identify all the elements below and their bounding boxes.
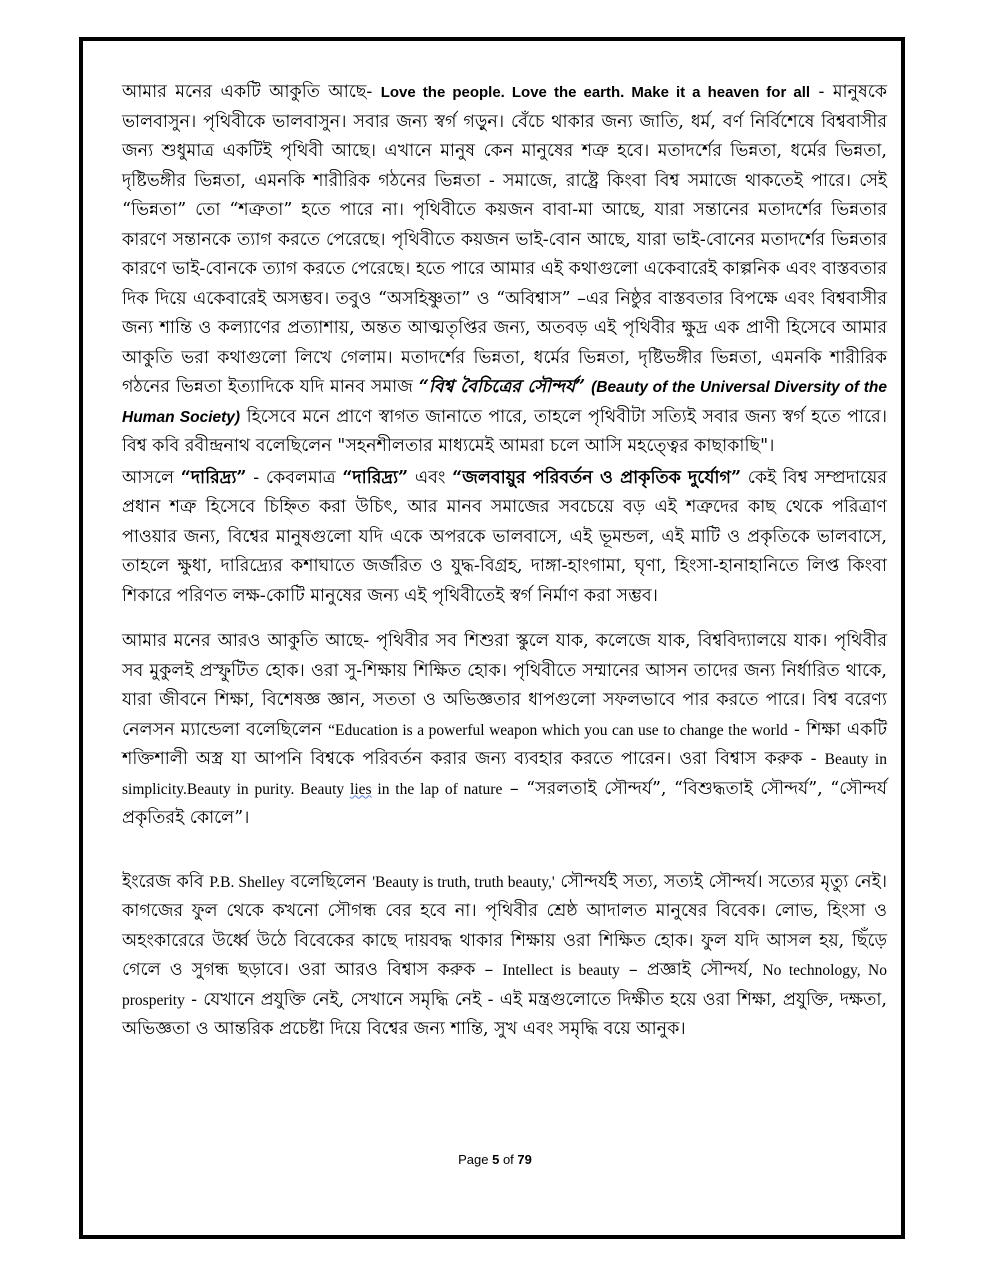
paragraph-3 <box>122 627 887 834</box>
page-label-of: of <box>499 1152 518 1167</box>
text-segment: - মানুষকে ভালবাসুন। পৃথিবীকে ভালবাসুন। সবার জন্য স্বর্গ গড়ুন। বেঁচে থাকার জন্য জাতি, ধর্ম, বর্ণ নির্বিশেষে বিশ্ববাসীর জন্য শুধুমাত্র একটিই পৃথিবী আছে। এখানে মানুষ কেন মানুষের শত্রু হবে। মতাদর্শের ভিন্নতা, ধর্মের ভিন্নতা, দৃষ্টিভঙ্গীর ভিন্নতা, এমনকি শারীরিক গঠনের ভিন্নতা - সমাজে, রাষ্ট্রে কিংবা বিশ্ব সমাজে থাকতেই পারে। সেই “ভিন্নতা” তো “শত্রুতা” হতে পারে না। পৃথিবীতে কয়জন বাবা-মা আছে, যারা সন্তানের মতাদর্শের ভিন্নতার কারণে সন্তানকে ত্যাগ করতে পেরেছে। পৃথিবীতে কয়জন ভাই-বোন আছে, যারা ভাই-বোনের মতাদর্শের ভিন্নতার কারণে ভাই-বোনকে ত্যাগ করতে পেরেছে। হতে পারে আমার এই কথাগুলো একেবারেই কাল্পনিক এবং বাস্তবতার দিক দিয়ে একেবারেই অসম্ভব। তবুও “অসহিষ্ণুতা” ও “অবিশ্বাস” –এর নিষ্ঠুর বাস্তবতার বিপক্ষে এবং বিশ্ববাসীর জন্য শান্তি ও কল্যাণের প্রত্যাশায়, অন্তত আত্মতৃপ্তির জন্য, অতবড় এই পৃথিবীর ক্ষুদ্র এক প্রাণী হিসেবে আমার আকুতি ভরা কথাগুলো লিখে গেলাম। মতাদর্শের ভিন্নতা, ধর্মের ভিন্নতা, দৃষ্টিভঙ্গীর ভিন্নতা, এমনকি শারীরিক গঠনের ভিন্নতা ইত্যাদিকে যদি মানব সমাজ <box>122 82 887 397</box>
text-segment: Beauty in simplicity.Beauty in purity. Beauty <box>122 751 887 798</box>
text-segment: - কেবলমাত্র <box>246 467 343 488</box>
text-segment: “জলবায়ুর পরিবর্তন ও প্রাকৃতিক দুর্যোগ” <box>452 467 742 488</box>
text-segment: “বিশ্ব বৈচিত্রের সৌন্দর্য” <box>418 377 586 397</box>
text-segment: আমার মনের একটি আকুতি আছে- <box>122 82 381 102</box>
text-segment: P.B. Shelley <box>209 873 285 891</box>
paragraph-1 <box>122 78 887 462</box>
page-current: 5 <box>492 1152 500 1167</box>
text-segment: lies <box>350 780 372 798</box>
text-segment: No technology, No prosperity <box>122 962 887 1009</box>
text-segment: “Education is a powerful weapon which you can use to change the world <box>328 721 788 739</box>
text-segment: বলেছিলেন <box>284 871 373 892</box>
text-segment: আসলে <box>122 467 181 488</box>
text-segment: এবং <box>408 467 453 488</box>
text-segment: “দারিদ্র্য” <box>342 467 409 488</box>
text-segment: - শিক্ষা একটি শক্তিশালী অস্ত্র যা আপনি বিশ্বকে পরিবর্তন করার জন্য ব্যবহার করতে পারেন। ওরা বিশ্বাস করুক - <box>122 719 887 769</box>
text-segment: কেই বিশ্ব সম্প্রদায়ের প্রধান শত্রু হিসেবে চিহ্নিত করা উচিৎ, আর মানব সমাজের সবচেয়ে বড় এই শত্রুদের কাছ থেকে পরিত্রাণ পাওয়ার জন্য, বিশ্বের মানুষগুলো যদি একে অপরকে ভালবাসে, এই ভূমন্ডল, এই মাটি ও প্রকৃতিকে ভালবাসে, তাহলে ক্ষুধা, দারিদ্র্যের কশাঘাতে জর্জরিত ও যুদ্ধ-বিগ্রহ, দাঙ্গা-হাংগামা, ঘৃণা, হিংসা-হানাহানিতে লিপ্ত কিংবা শিকারে পরিণত লক্ষ-কোটি মানুষের জন্য এই পৃথিবীতেই স্বর্গ নির্মাণ করা সম্ভব। <box>122 467 887 606</box>
text-segment: – প্রজ্ঞাই সৌন্দর্য, <box>619 960 763 980</box>
text-segment: হিসেবে মনে প্রাণে স্বাগত জানাতে পারে, তাহলে পৃথিবীটা সত্যিই সবার জন্য স্বর্গ হতে পারে। বিশ্ব কবি রবীন্দ্রনাথ বলেছিলেন "সহনশীলতার মাধ্যমেই আমরা চলে আসি মহত্ত্বের কাছাকাছি"। <box>122 406 887 456</box>
text-segment: in the lap of nature <box>371 780 503 798</box>
text-segment: - যেখানে প্রযুক্তি নেই, সেখানে সমৃদ্ধি নেই - এই মন্ত্রগুলোতে দিক্ষীত হয়ে ওরা শিক্ষা, প্রযুক্তি, দক্ষতা, অভিজ্ঞতা ও আন্তরিক প্রচেষ্টা দিয়ে বিশ্বের জন্য শান্তি, সুখ এবং সমৃদ্ধি বয়ে আনুক। <box>122 989 887 1039</box>
paragraph-2 <box>122 464 887 612</box>
text-segment: – “সরলতাই সৌন্দর্য”, “বিশুদ্ধতাই সৌন্দর্য”, “সৌন্দর্য প্রকৃতিরই কোলে”। <box>122 778 887 828</box>
text-segment: (Beauty of the Universal Diversity of the Human Society) <box>122 379 887 426</box>
text-segment: সৌন্দর্যই সত্য, সত্যই সৌন্দর্য। সত্যের মৃত্যু নেই। কাগজের ফুল থেকে কখনো সৌগন্ধ বের হবে না। পৃথিবীর শ্রেষ্ঠ আদালত মানুষের বিবেক। লোভ, হিংসা ও অহংকারেরে উর্ধ্বে উঠে বিবেকের কাছে দায়বদ্ধ থাকার শিক্ষায় ওরা শিক্ষিত হোক। ফুল যদি আসল হয়, ছিঁড়ে গেলে ও সুগন্ধ ছড়াবে। ওরা আরও বিশ্বাস করুক – <box>122 871 887 980</box>
text-segment: Love the people. Love the earth. Make it a heaven for all <box>380 84 811 101</box>
page-body <box>122 78 887 1045</box>
text-segment: Intellect is beauty <box>502 962 620 979</box>
paragraph-4 <box>122 868 887 1045</box>
text-segment: আমার মনের আরও আকুতি আছে- পৃথিবীর সব শিশুরা স্কুলে যাক, কলেজে যাক, বিশ্ববিদ্যালয়ে যাক। পৃথিবীর সব মুকুলই প্রস্ফুটিত হোক। ওরা সু-শিক্ষায় শিক্ষিত হোক। পৃথিবীতে সম্মানের আসন তাদের জন্য নির্ধারিত থাকে, যারা জীবনে শিক্ষা, বিশেষজ্ঞ জ্ঞান, সততা ও অভিজ্ঞতার ধাপগুলো সফলভাবে পার করতে পারে। বিশ্ব বরেণ্য নেলসন ম্যান্ডেলা বলেছিলেন <box>122 631 887 740</box>
page-total: 79 <box>517 1152 532 1167</box>
text-segment: 'Beauty is truth, truth beauty,' <box>372 873 555 891</box>
page-label-prefix: Page <box>458 1152 493 1167</box>
page-number <box>0 1152 990 1167</box>
text-segment: “দারিদ্র্য” <box>180 467 247 488</box>
text-segment: ইংরেজ কবি <box>122 871 210 892</box>
